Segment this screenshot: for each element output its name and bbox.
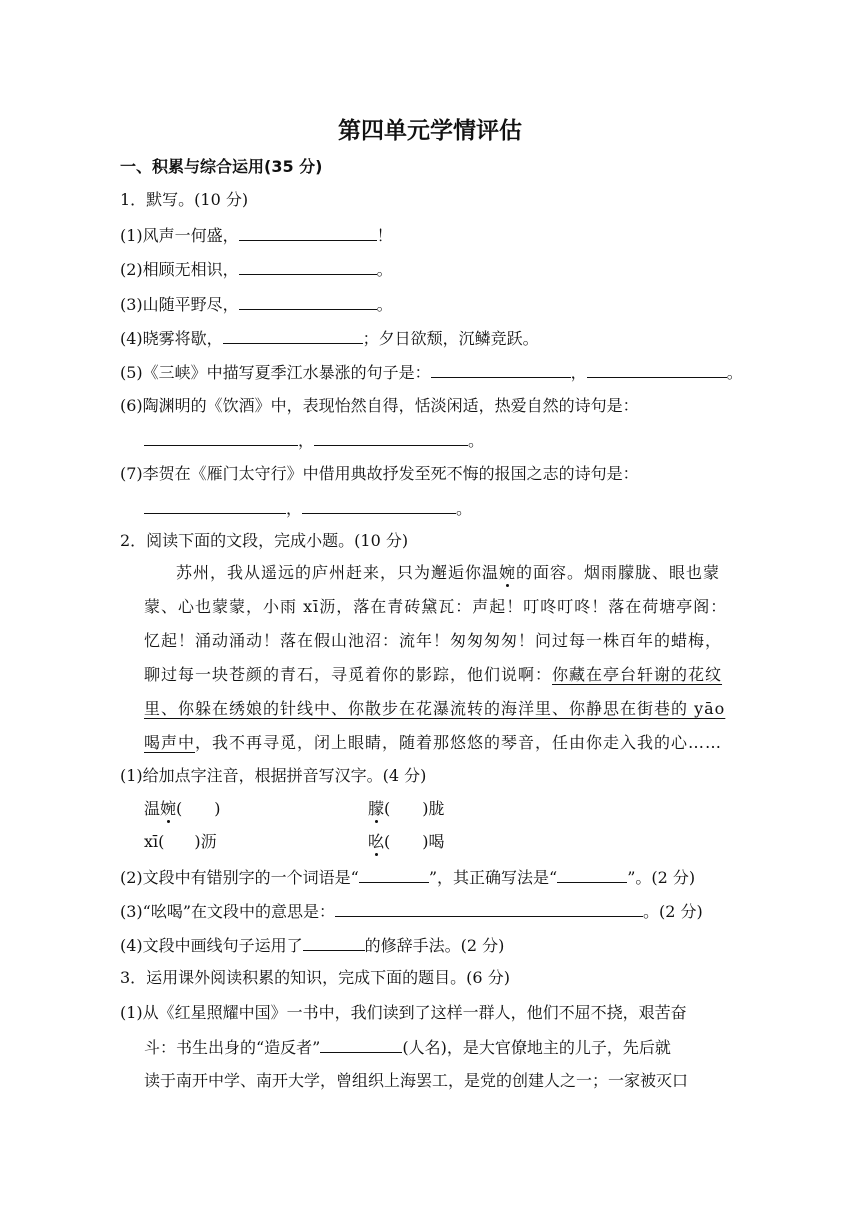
answer-blank[interactable] [587,361,727,378]
answer-blank[interactable] [144,429,298,446]
q3-line-1: (1)从《红星照耀中国》一书中，我们读到了这样一群人，他们不屈不挠，艰苦奋 [120,1003,687,1022]
q3-line-3: 读于南开中学、南开大学，曾组织上海罢工，是党的创建人之一；一家被灭口 [144,1071,689,1090]
q1-item-7-blanks: ， 。 [144,497,472,520]
q2-sub-2: (2)文段中有错别字的一个词语是“ ”，其正确写法是“ ”。(2 分) [120,868,696,887]
question-1-heading: 1．默写。(10 分) [120,190,249,209]
q1-item-2: (2)相顾无相识， 。 [120,260,393,279]
answer-blank[interactable] [303,934,365,951]
passage-line-4: 聊过每一块苍颜的青石，寻觅着你的影踪，他们说啊：你藏在亭台轩谢的花纹 [144,665,723,684]
q2-sub-4: (4)文段中画线句子运用了 的修辞手法。(2 分) [120,936,505,955]
answer-blank[interactable] [335,900,643,917]
answer-blank[interactable] [223,327,363,344]
q1-item-7: (7)李贺在《雁门太守行》中借用典故抒发至死不悔的报国之志的诗句是： [120,464,639,483]
pinyin-item-1: 温婉( ) [144,799,221,818]
pinyin-item-2: 朦( )胧 [368,799,445,818]
pinyin-item-4: 吆( )喝 [368,832,445,851]
answer-blank[interactable] [359,866,429,883]
question-3-heading: 3．运用课外阅读积累的知识，完成下面的题目。(6 分) [120,968,510,987]
answer-blank[interactable] [239,293,377,310]
passage-line-2: 蒙、心也蒙蒙，小雨 xī沥，落在青砖黛瓦：声起！叮咚叮咚！落在荷塘亭阁： [144,597,728,616]
answer-blank[interactable] [320,1036,402,1053]
passage-line-6: 喝声中，我不再寻觅，闭上眼睛，随着那悠悠的琴音，任由你走入我的心…… [144,733,723,752]
q2-sub-1: (1)给加点字注音，根据拼音写汉字。(4 分) [120,766,427,785]
q3-line-2: 斗：书生出身的“造反者” (人名)，是大官僚地主的儿子，先后就 [144,1038,671,1057]
q1-item-5: (5)《三峡》中描写夏季江水暴涨的句子是： ， 。 [120,363,743,382]
passage-line-1: 苏州，我从遥远的庐州赶来，只为邂逅你温婉的面容。烟雨朦胧、眼也蒙 [176,563,721,582]
answer-blank[interactable] [302,497,456,514]
page-title: 第四单元学情评估 [338,118,522,144]
answer-blank[interactable] [314,429,468,446]
q1-item-1: (1)风声一何盛， ！ [120,226,393,245]
q2-sub-3: (3)“吆喝”在文段中的意思是： 。(2 分) [120,902,703,921]
pinyin-item-3: xī( )沥 [144,832,217,851]
q1-item-3: (3)山随平野尽， 。 [120,295,393,314]
question-2-heading: 2．阅读下面的文段，完成小题。(10 分) [120,531,409,550]
section-heading: 一、积累与综合运用(35 分) [120,157,323,176]
q1-item-6: (6)陶渊明的《饮酒》中，表现怡然自得，恬淡闲适，热爱自然的诗句是： [120,396,639,415]
answer-blank[interactable] [144,497,286,514]
passage-line-5: 里、你躲在绣娘的针线中、你散步在花瀑流转的海洋里、你静思在街巷的 yāo [144,699,726,718]
answer-blank[interactable] [239,224,377,241]
answer-blank[interactable] [239,258,377,275]
passage-line-3: 忆起！涌动涌动！落在假山池沼：流年！匆匆匆匆！问过每一株百年的蜡梅， [144,631,723,650]
answer-blank[interactable] [431,361,571,378]
answer-blank[interactable] [557,866,627,883]
q1-item-4: (4)晓雾将歇， ；夕日欲颓，沉鳞竞跃。 [120,329,539,348]
q1-item-6-blanks: ， 。 [144,429,484,452]
